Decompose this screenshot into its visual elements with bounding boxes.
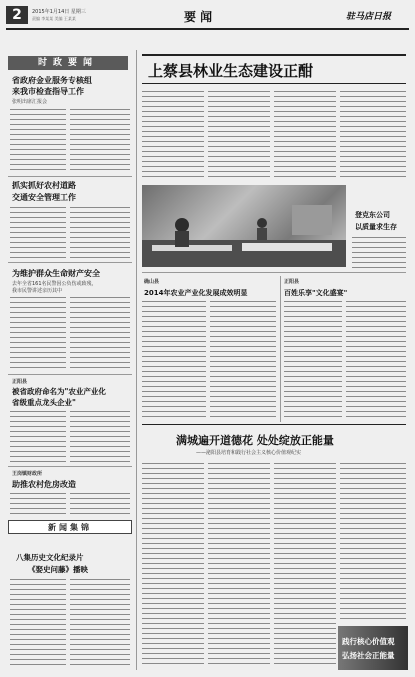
article-body [346,300,406,418]
article-body [10,296,66,370]
bottom-headline: 满城遍开道德花 处处绽放正能量 [176,434,334,447]
value-ad [338,626,408,670]
article-body [10,578,66,668]
article-body [274,462,336,668]
article-kicker: 正阳县 [284,279,300,285]
article-title: 《娶史问藤》播映 [28,565,88,574]
section-title: 要 闻 [184,10,213,24]
issue-date: 2015年1月14日 星期三 [32,9,86,15]
article-title: 省政府金业服务专核组 [12,76,92,85]
article-body [352,236,406,276]
article-title: 助推农村危房改造 [12,480,76,489]
divider [8,262,132,263]
article-body [340,462,406,622]
ad-line: 践行核心价值观 [342,637,395,646]
article-title: 抓实抓好农村道路 [12,181,76,190]
article-body [10,108,66,172]
time-politics-banner: 时政要闻 [8,56,128,70]
article-title: 来我市检查指导工作 [12,87,84,96]
page-number: 2 [6,6,28,24]
editor-line: 责编 李某某 美编 王某某 [32,16,76,21]
factory-photo [142,185,346,267]
article-body [70,410,130,462]
bottom-subtitle: ——泌阳县培育和践行社会主义核心价值观纪实 [196,450,302,456]
masthead [6,6,409,44]
divider [8,176,132,177]
photo-caption: 登克东公司 [355,211,390,219]
article-body [142,90,204,178]
article-body [142,462,204,668]
column-divider [136,50,137,670]
article-body [142,300,206,418]
article-subtitle: 我市民警讲述亲历其中 [12,288,63,294]
article-body [10,492,66,516]
article-body [70,296,130,370]
article-body [274,90,336,178]
article-body [10,206,66,258]
divider [8,466,132,467]
article-body [70,578,130,668]
column-divider [280,276,281,422]
article-title: 为维护群众生命财产安全 [12,269,100,278]
article-title: 八集历史文化纪录片 [16,553,84,562]
article-title: 交通安全管理工作 [12,193,76,202]
article-body [208,462,270,668]
divider [8,374,132,375]
article-body [70,206,130,258]
article-title: 省级重点龙头企业" [12,398,76,407]
divider [142,272,406,273]
paper-name: 驻马店日报 [346,12,392,22]
article-body [340,90,406,178]
article-body [208,90,270,178]
article-subtitle: 张明出席汇报会 [12,99,48,105]
article-body [10,410,66,462]
article-body [210,300,276,418]
article-title: 2014年农业产业化发展成效明显 [144,289,248,297]
article-body [70,108,130,172]
article-body [284,300,342,418]
divider [142,424,406,425]
article-title: 百姓乐享"文化盛宴" [284,289,348,297]
ad-line: 弘扬社会正能量 [342,651,395,660]
masthead-rule [6,28,409,30]
main-headline: 上蔡县林业生态建设正酣 [148,62,314,80]
article-kicker: 正阳县 [12,379,28,385]
photo-caption: 以质量求生存 [355,223,397,231]
article-kicker: 确山县 [144,279,160,285]
article-title: 被省政府命名为"农业产业化 [12,387,106,396]
news-roundup-banner: 新闻集锦 [8,520,132,534]
article-body [70,492,130,516]
article-kicker: 王岗镇财政所 [12,471,43,477]
article-subtitle: 去年全省161名民警因公负伤或致残， [12,281,97,287]
